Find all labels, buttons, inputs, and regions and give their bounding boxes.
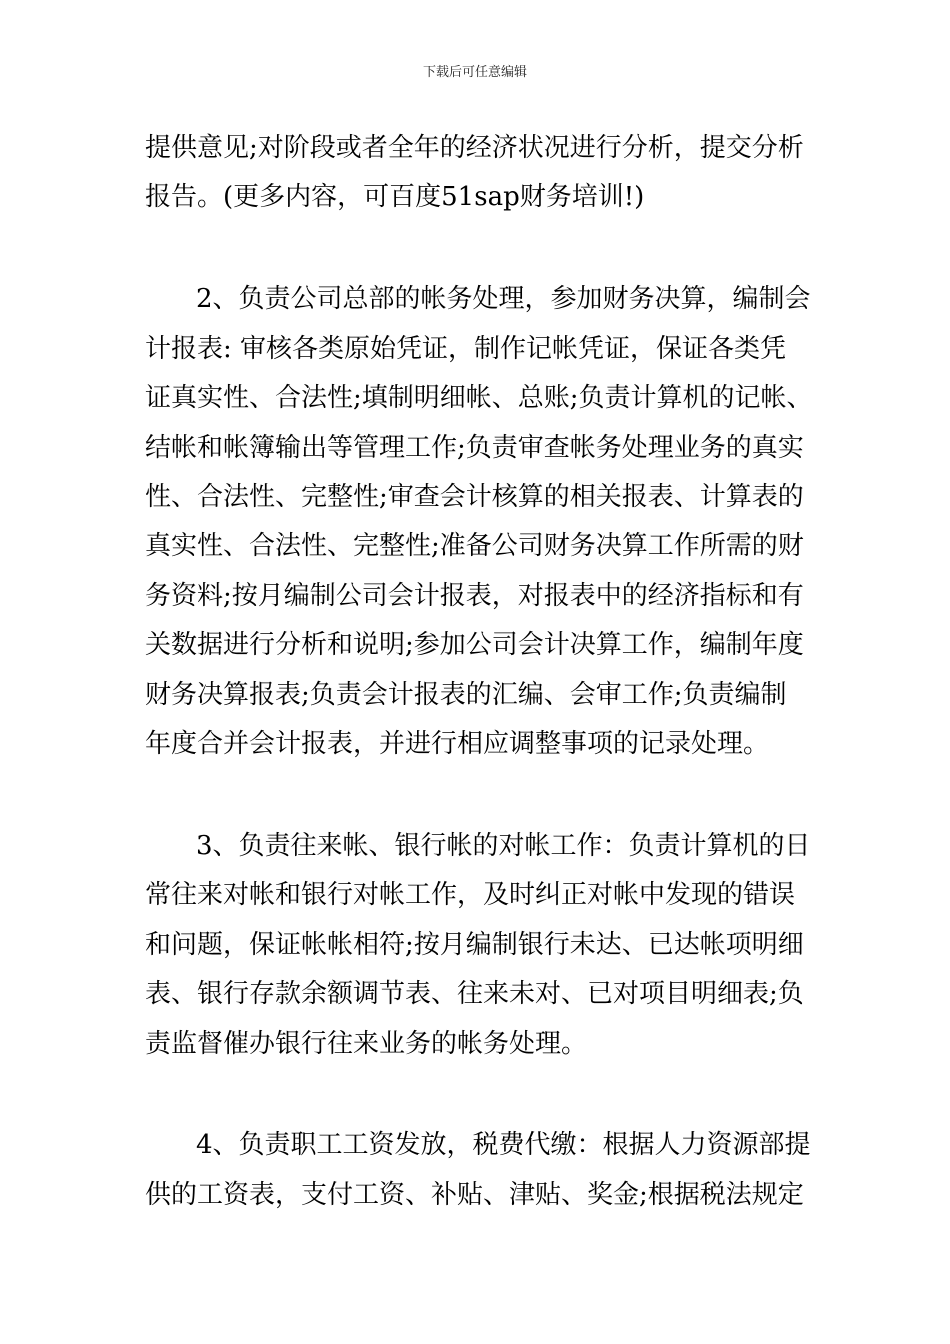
paragraph-2-line-2: 计报表: 审核各类原始凭证，制作记帐凭证，保证各类凭 bbox=[145, 334, 787, 364]
paragraph-3-line-2: 常往来对帐和银行对帐工作，及时纠正对帐中发现的错误 bbox=[145, 880, 796, 910]
page-header: 下载后可任意编辑 bbox=[422, 65, 527, 80]
paragraph-2-line-6: 真实性、合法性、完整性;准备公司财务决算工作所需的财 bbox=[145, 531, 804, 561]
paragraph-1-line-1: 提供意见;对阶段或者全年的经济状况进行分析，提交分析 bbox=[145, 133, 804, 163]
paragraph-4-line-2: 供的工资表，支付工资、补贴、津贴、奖金;根据税法规定 bbox=[145, 1180, 804, 1210]
paragraph-2-line-3: 证真实性、合法性;填制明细帐、总账;负责计算机的记帐、 bbox=[145, 383, 813, 413]
paragraph-2-line-7: 务资料;按月编制公司会计报表，对报表中的经济指标和有 bbox=[145, 581, 804, 611]
paragraph-3-line-4: 表、银行存款余额调节表、往来未对、已对项目明细表;负 bbox=[145, 979, 804, 1009]
paragraph-2-line-10: 年度合并会计报表，并进行相应调整事项的记录处理。 bbox=[145, 729, 770, 759]
paragraph-2-line-5: 性、合法性、完整性;审查会计核算的相关报表、计算表的 bbox=[145, 482, 804, 512]
paragraph-3-line-3: 和问题，保证帐帐相符;按月编制银行未达、已达帐项明细 bbox=[145, 930, 804, 960]
paragraph-2-line-4: 结帐和帐簿输出等管理工作;负责审查帐务处理业务的真实 bbox=[145, 433, 804, 463]
paragraph-2-line-9: 财务决算报表;负责会计报表的汇编、会审工作;负责编制 bbox=[145, 680, 787, 710]
paragraph-3-line-1: 3、负责往来帐、银行帐的对帐工作：负责计算机的日 bbox=[196, 831, 811, 861]
paragraph-2-line-8: 关数据进行分析和说明;参加公司会计决算工作，编制年度 bbox=[145, 630, 804, 660]
paragraph-1-line-2: 报告。(更多内容，可百度51sap财务培训!) bbox=[145, 182, 645, 212]
paragraph-2-line-1: 2、负责公司总部的帐务处理，参加财务决算，编制会 bbox=[196, 284, 811, 314]
paragraph-3-line-5: 责监督催办银行往来业务的帐务处理。 bbox=[145, 1029, 588, 1059]
paragraph-4-line-1: 4、负责职工工资发放，税费代缴：根据人力资源部提 bbox=[196, 1130, 811, 1160]
